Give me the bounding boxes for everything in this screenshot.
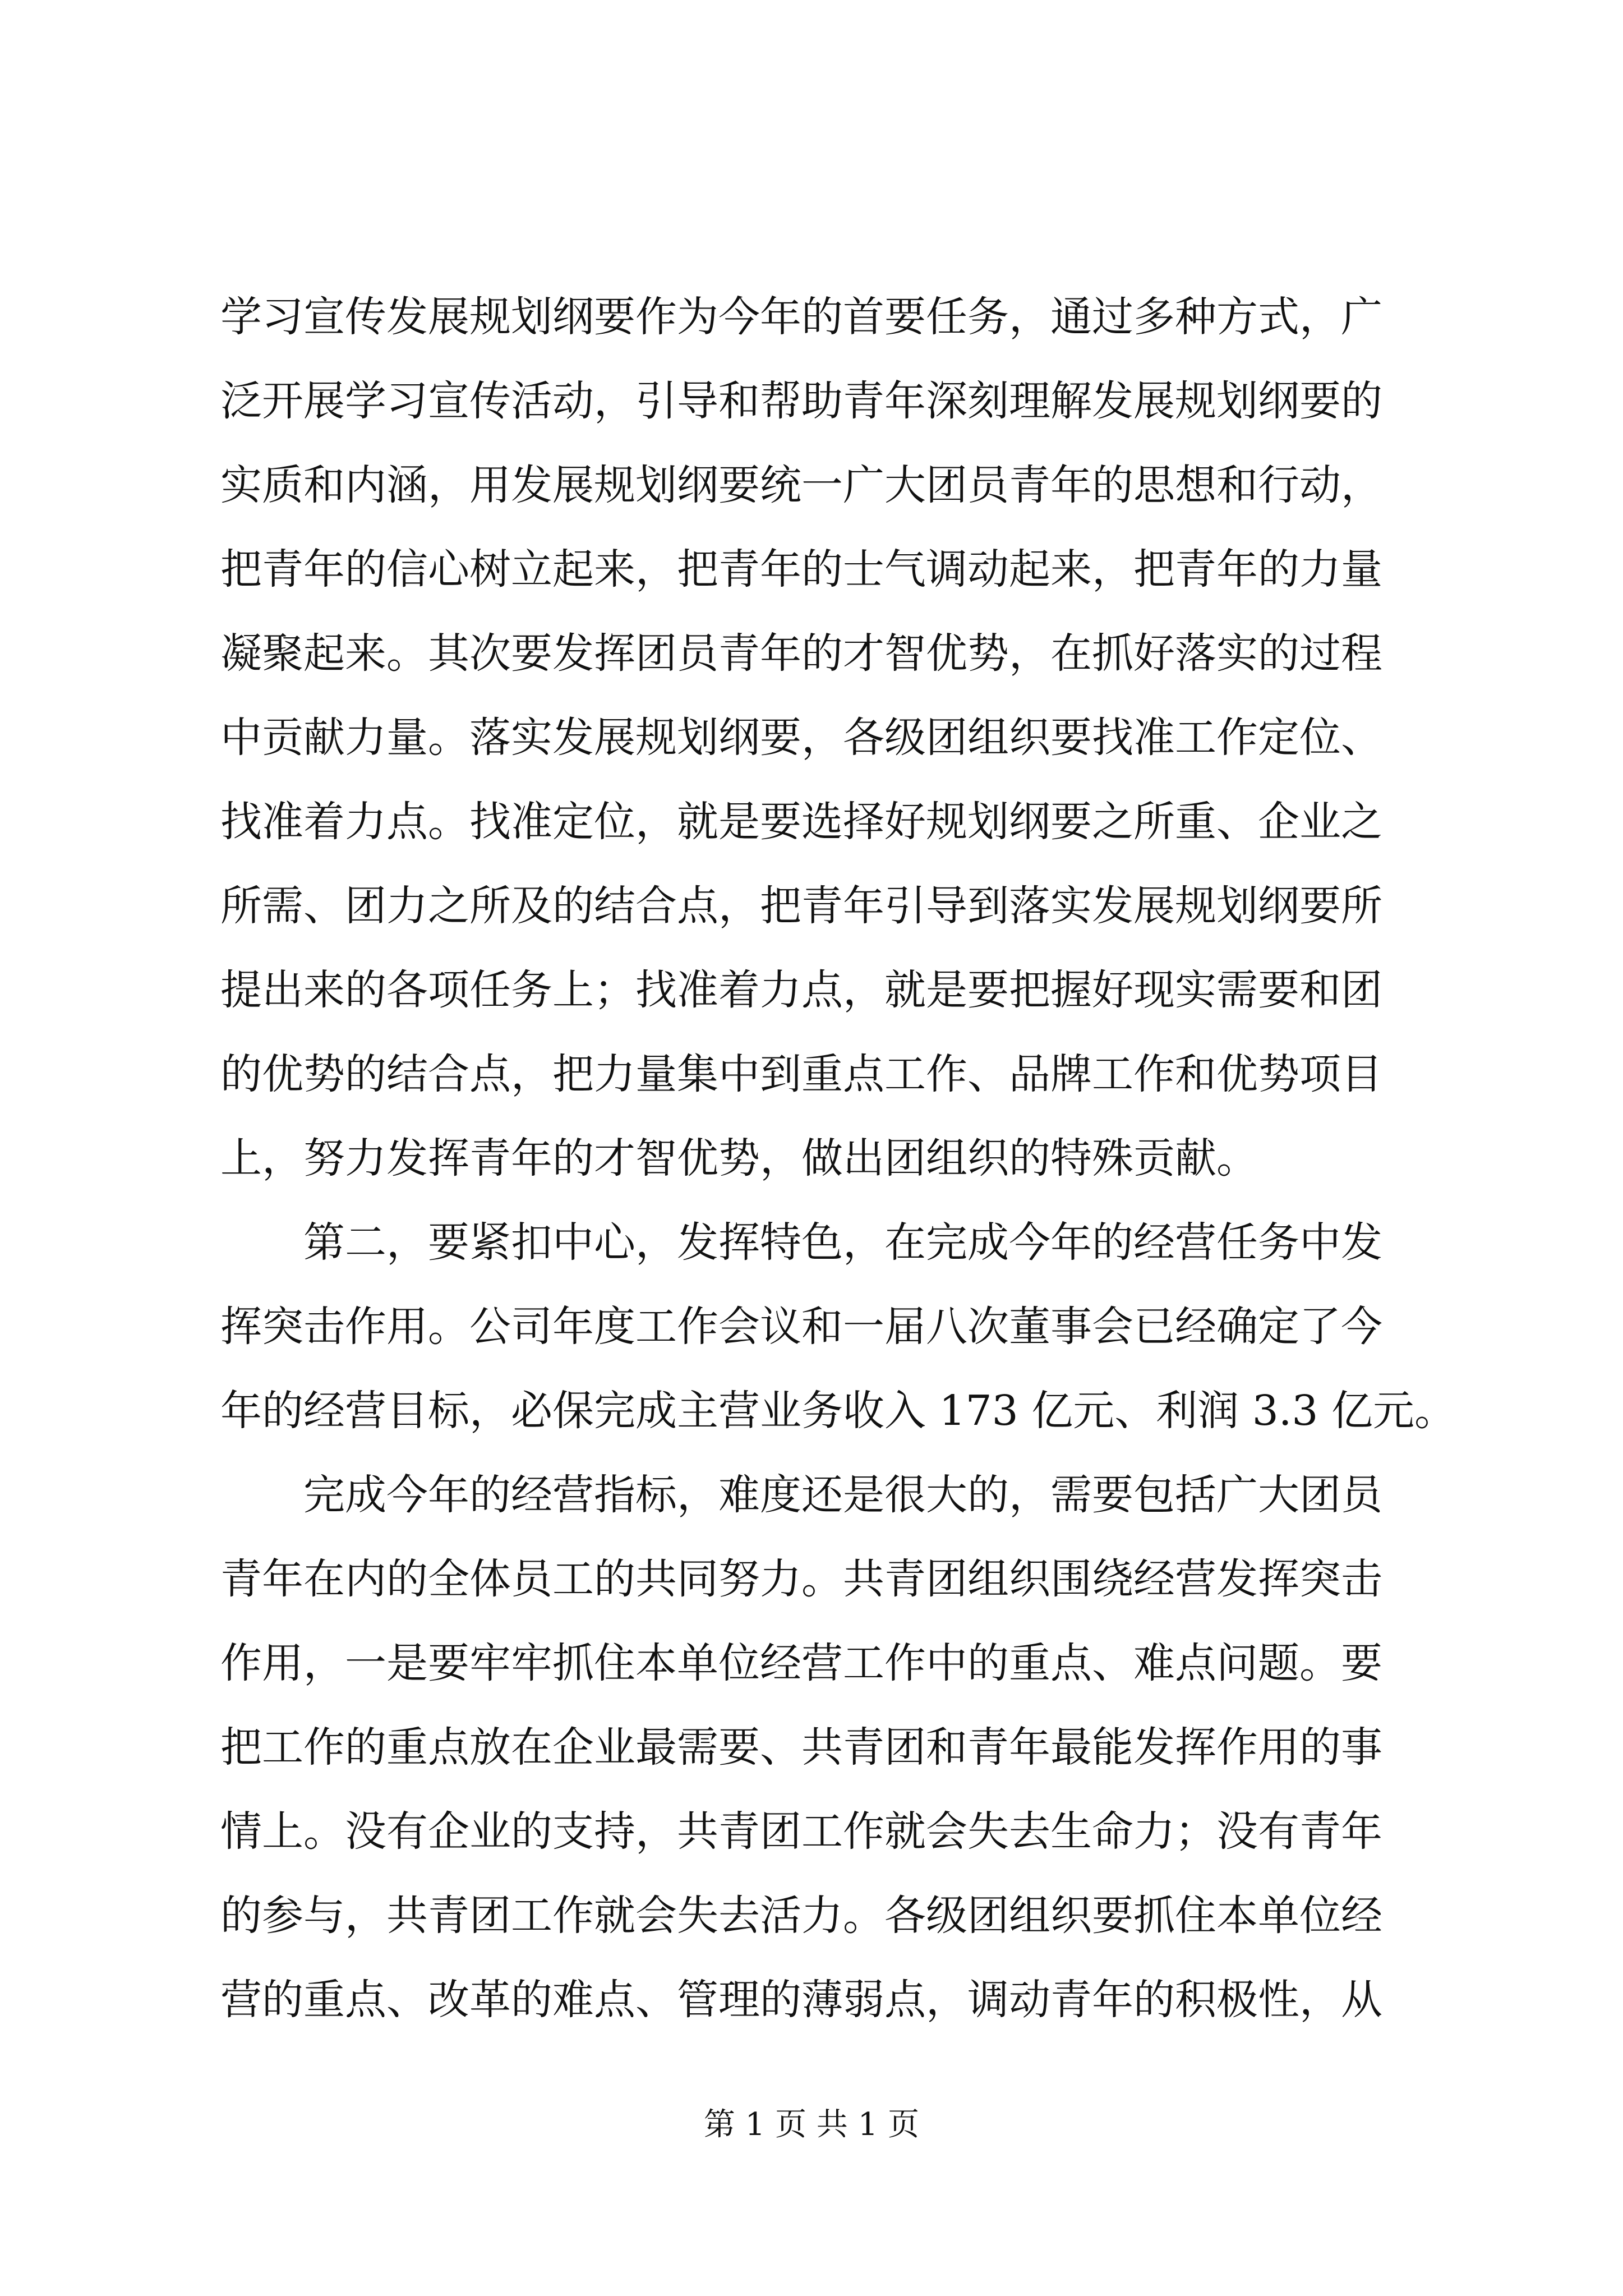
text-line: 营的重点、改革的难点、管理的薄弱点，调动青年的积极性，从 — [220, 1976, 1382, 2024]
text-line: 所需、团力之所及的结合点，把青年引导到落实发展规划纲要所 — [220, 882, 1382, 930]
text-line: 作用，一是要牢牢抓住本单位经营工作中的重点、难点问题。要 — [220, 1639, 1382, 1687]
page-number-label: 第 1 页 共 1 页 — [703, 2106, 920, 2143]
paragraph-start-line: 完成今年的经营指标，难度还是很大的，需要包括广大团员 — [303, 1471, 1382, 1519]
text-line: 中贡献力量。落实发展规划纲要，各级团组织要找准工作定位、 — [220, 714, 1382, 762]
text-line: 上，努力发挥青年的才智优势，做出团组织的特殊贡献。 — [220, 1134, 1258, 1182]
text-line: 青年在内的全体员工的共同努力。共青团组织围绕经营发挥突击 — [220, 1555, 1382, 1603]
text-line: 挥突击作用。公司年度工作会议和一届八次董事会已经确定了今 — [220, 1303, 1382, 1351]
text-line: 学习宣传发展规划纲要作为今年的首要任务，通过多种方式，广 — [220, 293, 1382, 341]
text-line: 年的经营目标，必保完成主营业务收入 173 亿元、利润 3.3 亿元。 — [220, 1387, 1456, 1435]
text-line: 的参与，共青团工作就会失去活力。各级团组织要抓住本单位经 — [220, 1892, 1382, 1940]
text-line: 把工作的重点放在企业最需要、共青团和青年最能发挥作用的事 — [220, 1723, 1382, 1772]
text-line: 提出来的各项任务上；找准着力点，就是要把握好现实需要和团 — [220, 966, 1382, 1014]
text-line: 凝聚起来。其次要发挥团员青年的才智优势，在抓好落实的过程 — [220, 629, 1382, 678]
page-footer — [0, 2102, 1623, 2147]
text-line: 找准着力点。找准定位，就是要选择好规划纲要之所重、企业之 — [220, 798, 1382, 846]
text-line: 泛开展学习宣传活动，引导和帮助青年深刻理解发展规划纲要的 — [220, 377, 1382, 425]
text-line: 实质和内涵，用发展规划纲要统一广大团员青年的思想和行动， — [220, 461, 1382, 509]
text-line: 情上。没有企业的支持，共青团工作就会失去生命力；没有青年 — [220, 1807, 1382, 1856]
text-line: 的优势的结合点，把力量集中到重点工作、品牌工作和优势项目 — [220, 1050, 1382, 1098]
text-line: 把青年的信心树立起来，把青年的士气调动起来，把青年的力量 — [220, 545, 1382, 593]
paragraph-start-line: 第二，要紧扣中心，发挥特色，在完成今年的经营任务中发 — [303, 1218, 1382, 1267]
